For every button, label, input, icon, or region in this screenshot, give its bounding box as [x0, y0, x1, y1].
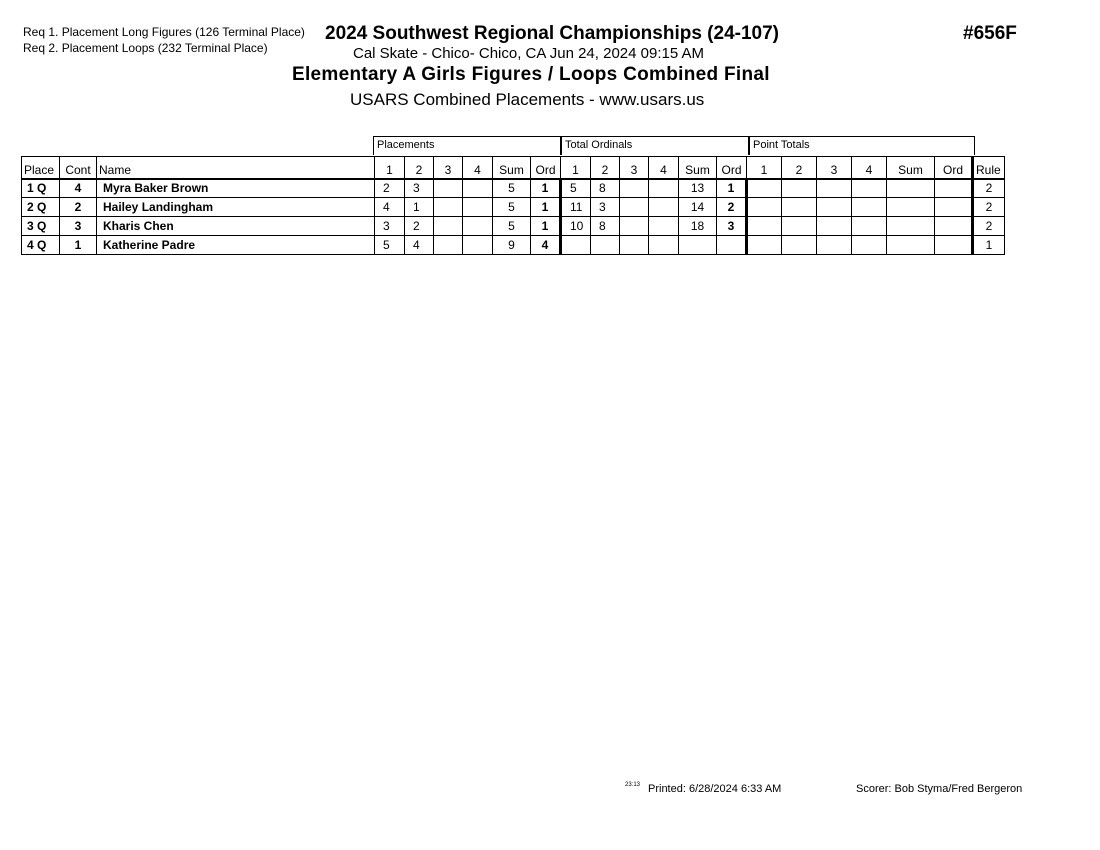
cont-cell: 3	[60, 217, 97, 236]
to-sum-cell	[679, 236, 717, 255]
col-pt-1: 1	[747, 157, 782, 179]
to-ord-cell	[717, 236, 747, 255]
pt-sum-cell	[887, 198, 935, 217]
pl-ord-cell: 1	[531, 217, 561, 236]
to-4-cell	[649, 179, 679, 198]
rule-cell: 2	[973, 217, 1005, 236]
to-2-cell: 8	[591, 179, 620, 198]
col-to-4: 4	[649, 157, 679, 179]
pt-4-cell	[852, 179, 887, 198]
table-row	[22, 217, 1005, 236]
pl-2-cell: 3	[405, 179, 434, 198]
rule-cell: 2	[973, 198, 1005, 217]
pl-1-cell: 4	[375, 198, 405, 217]
to-sum-cell: 14	[679, 198, 717, 217]
scorer-info: Scorer: Bob Styma/Fred Bergeron	[856, 783, 1023, 795]
requirement-2: Req 2. Placement Loops (232 Terminal Place)	[23, 41, 268, 55]
group-point-totals: Point Totals	[749, 136, 975, 155]
to-sum-cell: 13	[679, 179, 717, 198]
pl-3-cell	[434, 236, 463, 255]
col-to-1: 1	[561, 157, 591, 179]
cont-cell: 4	[60, 179, 97, 198]
pt-3-cell	[817, 217, 852, 236]
col-rule: Rule	[973, 157, 1005, 179]
to-2-cell	[591, 236, 620, 255]
to-1-cell: 11	[561, 198, 591, 217]
place-cell: 4 Q	[22, 236, 60, 255]
pt-1-cell	[747, 217, 782, 236]
col-name: Name	[97, 157, 375, 179]
page-title: 2024 Southwest Regional Championships (24-107)	[325, 23, 779, 44]
pt-sum-cell	[887, 217, 935, 236]
pl-1-cell: 3	[375, 217, 405, 236]
printed-timestamp: Printed: 6/28/2024 6:33 AM	[648, 783, 782, 795]
to-sum-cell: 18	[679, 217, 717, 236]
pl-sum-cell: 9	[493, 236, 531, 255]
place-cell: 3 Q	[22, 217, 60, 236]
col-pt-sum: Sum	[887, 157, 935, 179]
pt-2-cell	[782, 179, 817, 198]
to-3-cell	[620, 236, 649, 255]
pt-ord-cell	[935, 198, 973, 217]
table-row	[22, 236, 1005, 255]
pt-4-cell	[852, 236, 887, 255]
col-pl-2: 2	[405, 157, 434, 179]
event-subtitle: Cal Skate - Chico- Chico, CA Jun 24, 2024 09:15 AM	[353, 45, 705, 62]
col-to-2: 2	[591, 157, 620, 179]
pt-ord-cell	[935, 179, 973, 198]
results-table	[21, 156, 1005, 255]
to-2-cell: 3	[591, 198, 620, 217]
to-ord-cell: 3	[717, 217, 747, 236]
place-cell: 1 Q	[22, 179, 60, 198]
pl-4-cell	[463, 179, 493, 198]
pl-sum-cell: 5	[493, 217, 531, 236]
pt-1-cell	[747, 236, 782, 255]
skater-name: Kharis Chen	[97, 217, 375, 236]
pl-sum-cell: 5	[493, 179, 531, 198]
pl-1-cell: 2	[375, 179, 405, 198]
to-3-cell	[620, 198, 649, 217]
col-pl-3: 3	[434, 157, 463, 179]
pl-1-cell: 5	[375, 236, 405, 255]
col-to-ord: Ord	[717, 157, 747, 179]
pt-1-cell	[747, 198, 782, 217]
to-3-cell	[620, 179, 649, 198]
pt-ord-cell	[935, 236, 973, 255]
col-pt-2: 2	[782, 157, 817, 179]
col-pt-ord: Ord	[935, 157, 973, 179]
rule-cell: 1	[973, 236, 1005, 255]
to-4-cell	[649, 236, 679, 255]
to-1-cell: 10	[561, 217, 591, 236]
skater-name: Myra Baker Brown	[97, 179, 375, 198]
col-to-3: 3	[620, 157, 649, 179]
col-to-sum: Sum	[679, 157, 717, 179]
source-line: USARS Combined Placements - www.usars.us	[350, 90, 705, 109]
pt-3-cell	[817, 198, 852, 217]
pl-2-cell: 4	[405, 236, 434, 255]
pt-1-cell	[747, 179, 782, 198]
skater-name: Hailey Landingham	[97, 198, 375, 217]
pl-4-cell	[463, 217, 493, 236]
pt-ord-cell	[935, 217, 973, 236]
table-header-row	[22, 157, 1005, 179]
to-ord-cell: 1	[717, 179, 747, 198]
col-place: Place	[22, 157, 60, 179]
event-number: #656F	[963, 23, 1017, 44]
pl-ord-cell: 1	[531, 198, 561, 217]
pt-2-cell	[782, 217, 817, 236]
cont-cell: 2	[60, 198, 97, 217]
pt-3-cell	[817, 236, 852, 255]
pt-sum-cell	[887, 236, 935, 255]
rule-cell: 2	[973, 179, 1005, 198]
skater-name: Katherine Padre	[97, 236, 375, 255]
pl-3-cell	[434, 217, 463, 236]
group-total-ordinals: Total Ordinals	[561, 136, 749, 155]
col-pl-1: 1	[375, 157, 405, 179]
pl-sum-cell: 5	[493, 198, 531, 217]
to-3-cell	[620, 217, 649, 236]
event-title: Elementary A Girls Figures / Loops Combined Final	[292, 64, 770, 85]
col-pl-ord: Ord	[531, 157, 561, 179]
footer-code: 23:13	[625, 782, 641, 788]
to-ord-cell: 2	[717, 198, 747, 217]
pt-2-cell	[782, 198, 817, 217]
col-cont: Cont	[60, 157, 97, 179]
col-pl-sum: Sum	[493, 157, 531, 179]
pl-2-cell: 2	[405, 217, 434, 236]
pl-3-cell	[434, 179, 463, 198]
cont-cell: 1	[60, 236, 97, 255]
to-4-cell	[649, 198, 679, 217]
pl-2-cell: 1	[405, 198, 434, 217]
pt-4-cell	[852, 217, 887, 236]
to-2-cell: 8	[591, 217, 620, 236]
to-1-cell: 5	[561, 179, 591, 198]
requirement-1: Req 1. Placement Long Figures (126 Terminal Place)	[23, 25, 305, 39]
col-pt-4: 4	[852, 157, 887, 179]
place-cell: 2 Q	[22, 198, 60, 217]
table-row	[22, 179, 1005, 198]
pl-3-cell	[434, 198, 463, 217]
pl-4-cell	[463, 198, 493, 217]
table-row	[22, 198, 1005, 217]
pl-ord-cell: 4	[531, 236, 561, 255]
pt-3-cell	[817, 179, 852, 198]
to-4-cell	[649, 217, 679, 236]
pt-sum-cell	[887, 179, 935, 198]
pt-4-cell	[852, 198, 887, 217]
group-placements: Placements	[373, 136, 561, 155]
pl-4-cell	[463, 236, 493, 255]
col-pl-4: 4	[463, 157, 493, 179]
pl-ord-cell: 1	[531, 179, 561, 198]
pt-2-cell	[782, 236, 817, 255]
col-pt-3: 3	[817, 157, 852, 179]
to-1-cell	[561, 236, 591, 255]
